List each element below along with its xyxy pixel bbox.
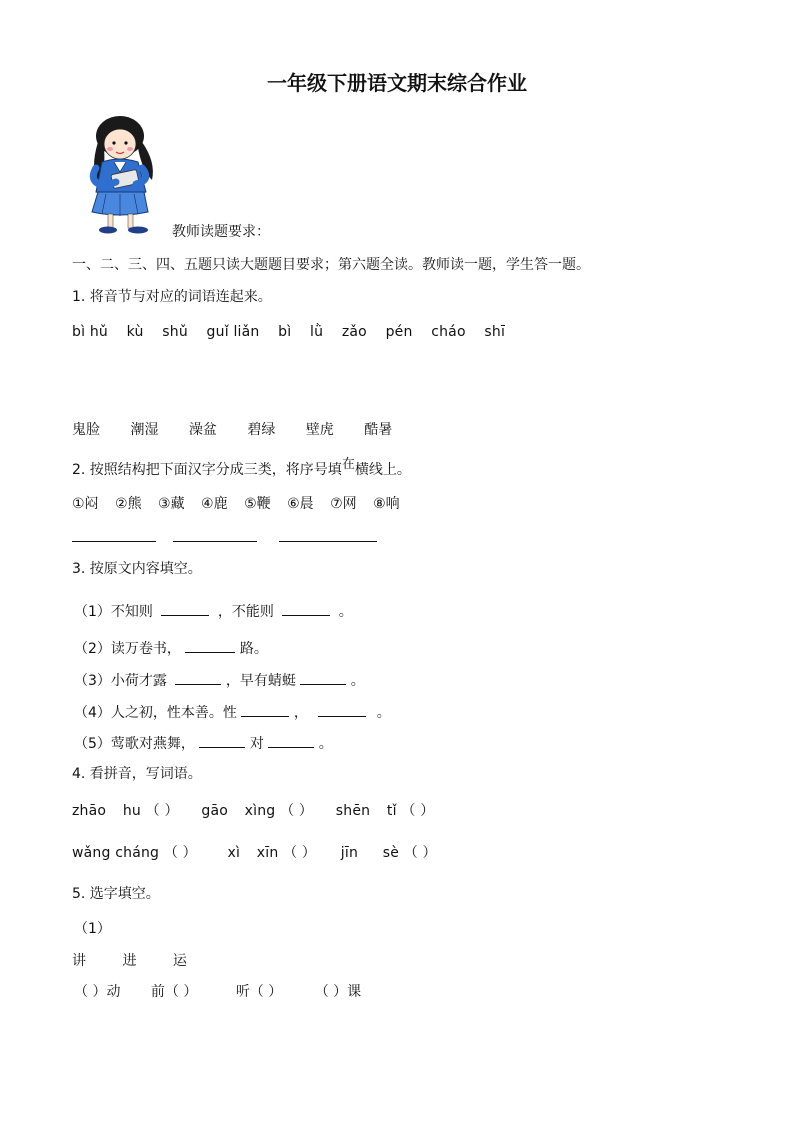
answer-paren[interactable]: （ ） xyxy=(401,803,435,819)
answer-blank[interactable] xyxy=(175,670,221,685)
answer-line[interactable] xyxy=(72,541,156,542)
q5-blanks-row xyxy=(74,982,361,1002)
answer-paren[interactable]: （ ） xyxy=(403,845,437,861)
q2-title-raised: 在 xyxy=(341,457,355,472)
q4-row xyxy=(72,843,437,863)
option-char: 讲 xyxy=(72,953,86,969)
pinyin-item: shǔ xyxy=(162,324,188,340)
q3-title: 3. 按原文内容填空。 xyxy=(72,561,202,577)
answer-paren[interactable]: 听（ ） xyxy=(235,984,283,1000)
char-item: ④鹿 xyxy=(201,496,228,512)
answer-paren[interactable]: 前（ ） xyxy=(150,984,198,1000)
q4-row xyxy=(72,801,434,821)
pinyin-item: xì xyxy=(227,845,241,861)
teacher-note: 教师读题要求： xyxy=(172,224,270,240)
answer-blank[interactable] xyxy=(241,702,289,717)
pinyin-item: shēn xyxy=(335,803,371,819)
pinyin-item: bì xyxy=(278,324,292,340)
pinyin-item: hu xyxy=(122,803,141,819)
q2-title-part: 2. 按照结构把下面汉字分成三类，将序号填 xyxy=(72,462,342,478)
q3-item-text: 。 xyxy=(338,604,353,620)
q3-item-text: ，不能则 xyxy=(217,604,274,620)
answer-blank[interactable] xyxy=(300,670,346,685)
word-item: 壁虎 xyxy=(305,422,334,438)
q3-item-text: 对 xyxy=(249,736,264,752)
pinyin-item: gāo xyxy=(201,803,228,819)
answer-line[interactable] xyxy=(279,541,377,542)
answer-blank[interactable] xyxy=(318,702,366,717)
q3-item xyxy=(74,702,391,723)
q3-item-text: （4）人之初，性本善。性 xyxy=(74,705,237,721)
pinyin-item: bì hǔ xyxy=(72,324,108,340)
answer-paren[interactable]: （ ） xyxy=(283,845,317,861)
char-item: ⑤鞭 xyxy=(244,496,271,512)
char-item: ③藏 xyxy=(158,496,185,512)
q5-options-row xyxy=(72,951,187,971)
q3-item xyxy=(74,733,333,754)
pinyin-item: xīn xyxy=(256,845,279,861)
pinyin-item: zhāo xyxy=(72,803,107,819)
answer-paren[interactable]: （ ）课 xyxy=(314,984,362,1000)
pinyin-item: sè xyxy=(382,845,400,861)
q1-pinyin-row xyxy=(72,322,505,342)
answer-paren[interactable]: （ ） xyxy=(280,803,314,819)
q3-item-text: 。 xyxy=(376,705,391,721)
pinyin-item: lǜ xyxy=(309,324,324,340)
q1-words-row xyxy=(72,420,392,440)
char-item: ⑥晨 xyxy=(287,496,314,512)
char-item: ②熊 xyxy=(115,496,142,512)
q3-item-text: 。 xyxy=(350,673,365,689)
q3-item xyxy=(74,670,365,691)
answer-paren[interactable]: （ ） xyxy=(163,845,197,861)
answer-paren[interactable]: （ ）动 xyxy=(74,984,121,1000)
pinyin-item: xìng xyxy=(244,803,276,819)
page-title: 一年级下册语文期末综合作业 xyxy=(267,71,527,95)
q3-item-text: 。 xyxy=(318,736,333,752)
q2-chars-row xyxy=(72,494,400,514)
word-item: 鬼脸 xyxy=(72,422,100,438)
answer-blank[interactable] xyxy=(185,638,235,653)
instructions: 一、二、三、四、五题只读大题题目要求；第六题全读。教师读一题，学生答一题。 xyxy=(72,257,590,273)
q2-title-part: 横线上。 xyxy=(354,462,411,478)
pinyin-item: jīn xyxy=(340,845,359,861)
q3-item-text: （5）莺歌对燕舞， xyxy=(74,736,195,752)
char-item: ①闷 xyxy=(72,496,99,512)
q4-title: 4. 看拼音，写词语。 xyxy=(72,766,202,782)
pinyin-item: zǎo xyxy=(341,324,367,340)
pinyin-item: tǐ xyxy=(386,803,397,819)
q5-subtitle: （1） xyxy=(74,921,111,937)
pinyin-item: guǐ liǎn xyxy=(206,324,260,340)
option-char: 运 xyxy=(172,953,187,969)
word-item: 澡盆 xyxy=(188,422,217,438)
pinyin-item: shī xyxy=(484,324,506,340)
q3-item xyxy=(74,601,353,622)
word-item: 酷暑 xyxy=(364,422,393,438)
q2-title xyxy=(72,457,411,481)
q1-title: 1. 将音节与对应的词语连起来。 xyxy=(72,289,272,305)
answer-blank[interactable] xyxy=(199,733,245,748)
word-item: 碧绿 xyxy=(247,422,276,438)
q3-item-text: （3）小荷才露 xyxy=(74,673,167,689)
char-item: ⑦网 xyxy=(330,496,357,512)
answer-blank[interactable] xyxy=(282,601,330,616)
pinyin-item: cháo xyxy=(431,324,466,340)
answer-paren[interactable]: （ ） xyxy=(145,803,179,819)
q3-item-text: 路。 xyxy=(239,641,268,657)
char-item: ⑧响 xyxy=(373,496,400,512)
answer-blank[interactable] xyxy=(268,733,314,748)
q3-item xyxy=(74,638,268,659)
q3-item-text: （1）不知则 xyxy=(74,604,153,620)
q5-title: 5. 选字填空。 xyxy=(72,886,160,902)
girl-reading-illustration xyxy=(76,112,176,236)
word-item: 潮湿 xyxy=(130,422,159,438)
q3-item-text: ， xyxy=(293,705,308,721)
q3-item-text: （2）读万卷书， xyxy=(74,641,181,657)
q3-item-text: ，早有蜻蜓 xyxy=(225,673,296,689)
answer-line[interactable] xyxy=(173,541,257,542)
option-char: 进 xyxy=(122,953,137,969)
pinyin-item: wǎng cháng xyxy=(72,845,160,861)
pinyin-item: pén xyxy=(385,324,413,340)
answer-blank[interactable] xyxy=(161,601,209,616)
pinyin-item: kù xyxy=(126,324,144,340)
